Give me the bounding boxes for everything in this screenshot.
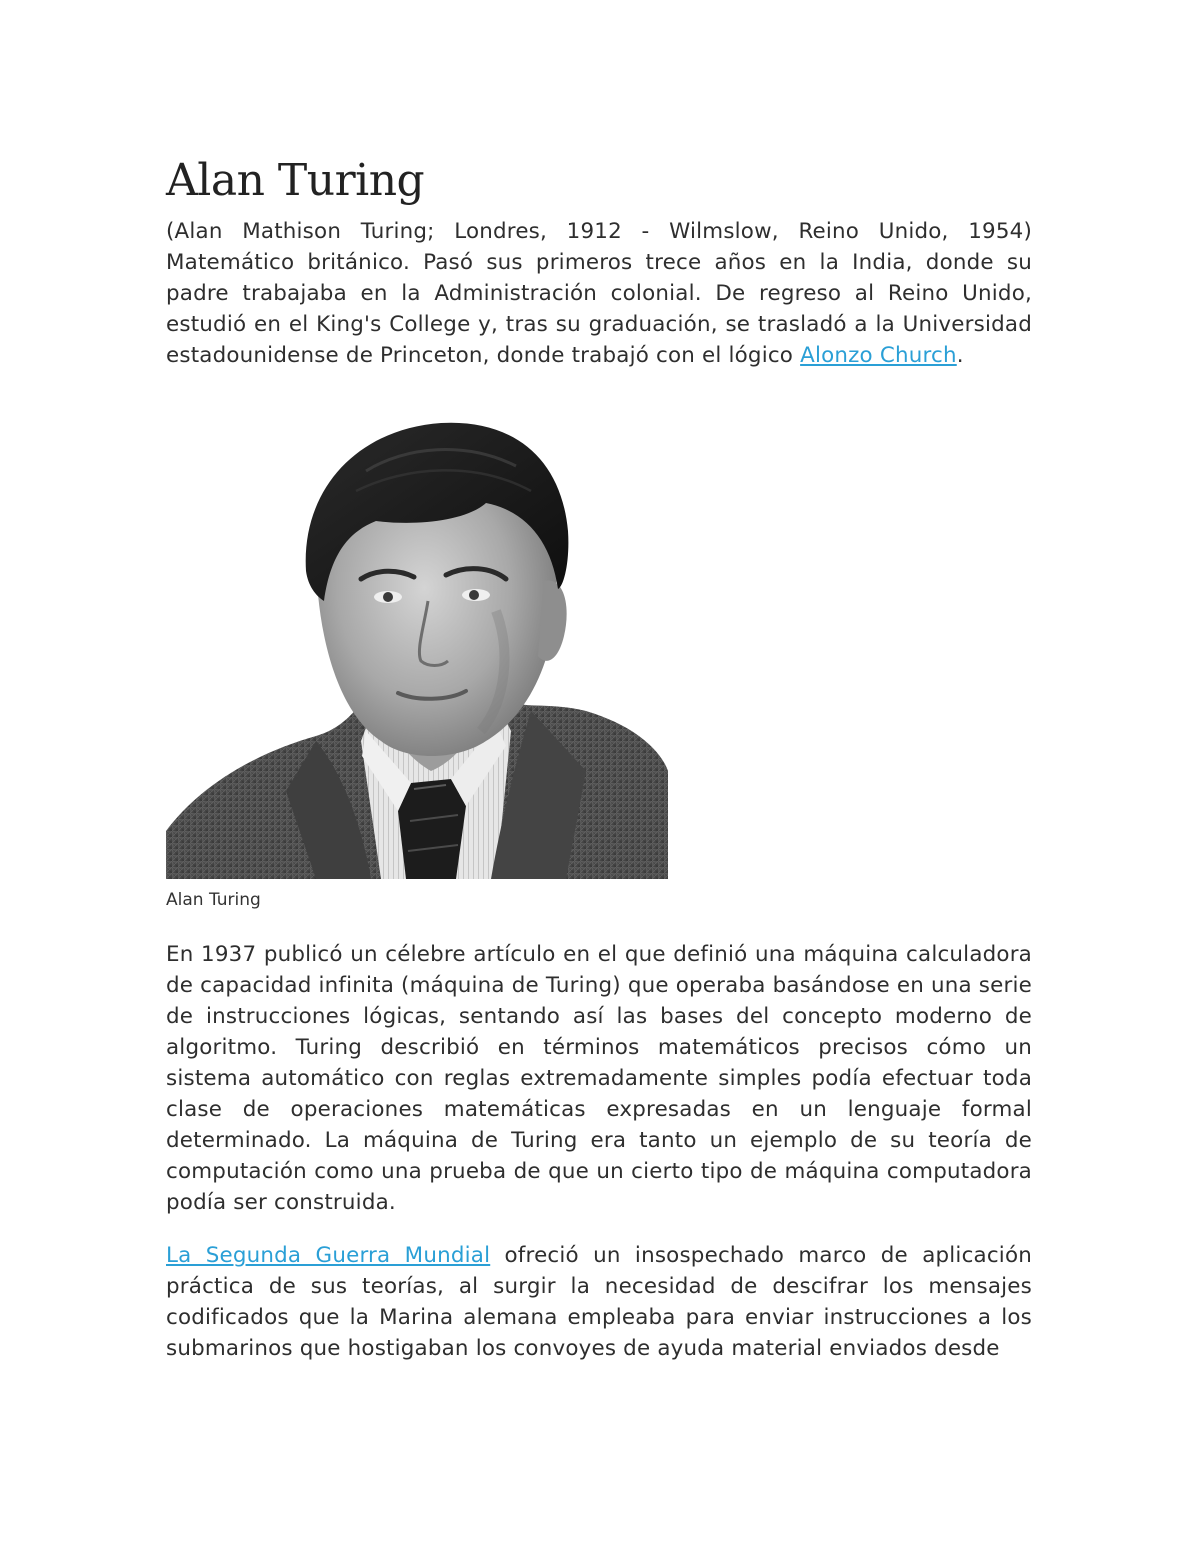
intro-text-end: .	[956, 343, 964, 368]
intro-text: (Alan Mathison Turing; Londres, 1912 - Wilmslow, Reino Unido, 1954) Matemático británico. Pasó sus primeros trece años en la India, donde su padre trabajaba en la Administración colonial. De regreso al Reino Unido, estudió en el King's College y, tras su graduación, se trasladó a la Universidad estadounidense de Princeton, donde trabajó con el lógico	[166, 219, 1032, 368]
paragraph-ww2	[166, 1240, 1032, 1364]
alonzo-church-link[interactable]: Alonzo Church	[800, 343, 957, 368]
portrait-photo	[166, 411, 668, 879]
photo-caption: Alan Turing	[166, 890, 261, 910]
segunda-guerra-mundial-link[interactable]: La Segunda Guerra Mundial	[166, 1243, 491, 1268]
paragraph-turing-machine: En 1937 publicó un célebre artículo en el que definió una máquina calculadora de capacidad infinita (máquina de Turing) que operaba basándose en una serie de instrucciones lógicas, sentando así las bases del concepto moderno de algoritmo. Turing describió en términos matemáticos precisos cómo un sistema automático con reglas extremadamente simples podía efectuar toda clase de operaciones matemáticas expresadas en un lenguaje formal determinado. La máquina de Turing era tanto un ejemplo de su teoría de computación como una prueba de que un cierto tipo de máquina computadora podía ser construida.	[166, 942, 1032, 1215]
ww2-text: ofreció un insospechado marco de aplicación práctica de sus teorías, al surgir la necesidad de descifrar los mensajes codificados que la Marina alemana empleaba para enviar instrucciones a los submarinos que hostigaban los convoyes de ayuda material enviados desde	[166, 1243, 1032, 1361]
intro-paragraph	[166, 216, 1032, 371]
article	[166, 150, 1032, 1364]
page-title: Alan Turing	[166, 155, 425, 206]
